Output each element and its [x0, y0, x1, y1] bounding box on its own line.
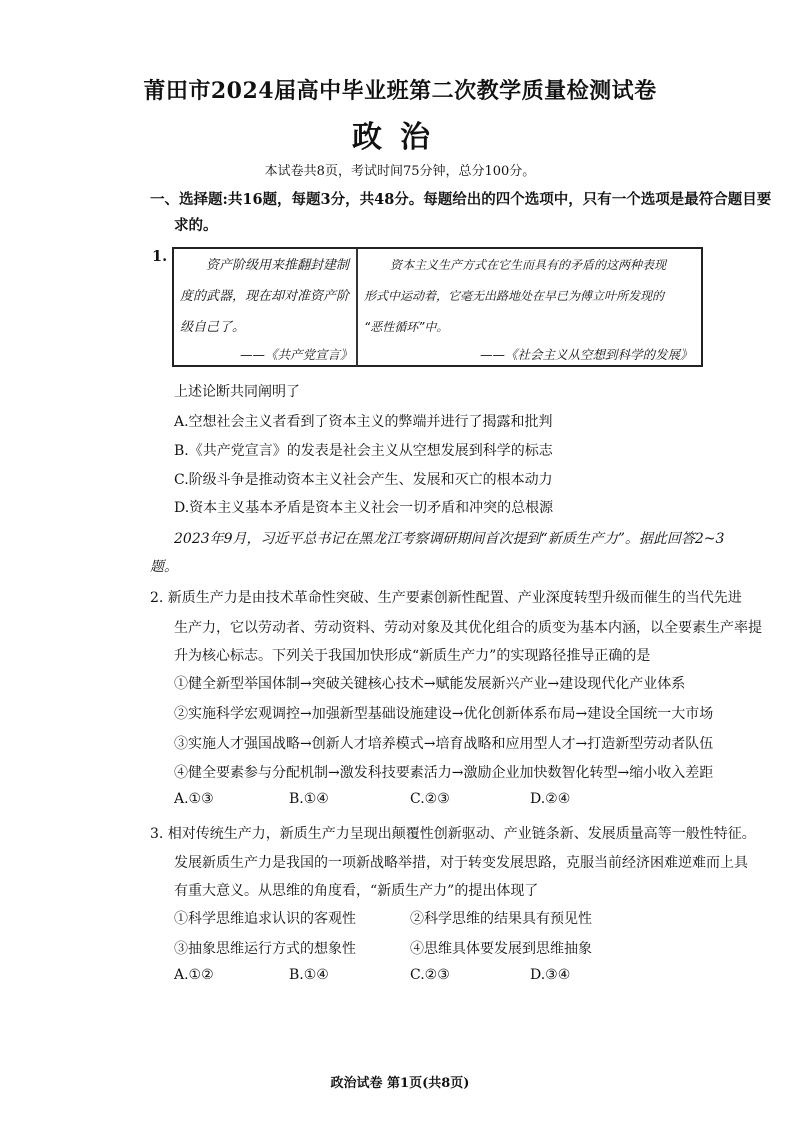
question-3-line: 有重大意义。从思维的角度看，“新质生产力”的提出体现了 — [174, 883, 539, 899]
question-2-line: 2. 新质生产力是由技术革命性突破、生产要素创新性配置、产业深度转型升级而催生的当代先进 — [150, 590, 742, 606]
question-2-item: ③实施人才强国战略→创新人才培养模式→培育战略和应用型人才→打造新型劳动者队伍 — [174, 736, 714, 752]
question-2-item: ④健全要素参与分配机制→激发科技要素活力→激励企业加快数智化转型→缩小收入差距 — [174, 765, 714, 781]
question-1-number: 1. — [152, 248, 168, 265]
quote-left-line: 度的武器，现在却对准资产阶 — [180, 289, 350, 304]
question-2-choice-a: A.①③ — [174, 791, 214, 807]
question-3-choice-b: B.①④ — [289, 967, 329, 983]
quote-divider — [356, 249, 358, 366]
question-3-line: 3. 相对传统生产力，新质生产力呈现出颠覆性创新驱动、产业链条新、发展质量高等一般性特征。 — [150, 826, 756, 842]
question-1-stem: 上述论断共同阐明了 — [174, 384, 300, 400]
question-1-option-b: B.《共产党宣言》的发表是社会主义从空想发展到科学的标志 — [174, 443, 553, 459]
exam-title: 莆田市2024届高中毕业班第二次教学质量检测试卷 — [143, 78, 657, 104]
material-line2: 题。 — [150, 559, 178, 575]
question-2-line: 升为核心标志。下列关于我国加快形成“新质生产力”的实现路径推导正确的是 — [174, 648, 651, 664]
question-2-line: 生产力，它以劳动者、劳动资料、劳动对象及其优化组合的质变为基本内涵，以全要素生产率提 — [174, 620, 762, 636]
question-2-item: ①健全新型举国体制→突破关键核心技术→赋能发展新兴产业→建设现代化产业体系 — [174, 676, 686, 692]
quote-right-line: 资本主义生产方式在它生而具有的矛盾的这两种表现 — [390, 258, 667, 272]
question-3-line: 发展新质生产力是我国的一项新战略举措，对于转变发展思路，克服当前经济困难逆难而上具 — [174, 855, 748, 871]
question-3-item-2: ②科学思维的结果具有预见性 — [410, 911, 592, 927]
section-instruction-line2: 求的。 — [174, 217, 218, 234]
quote-right — [364, 250, 700, 343]
question-2-choice-b: B.①④ — [289, 791, 329, 807]
material-line1: 2023年9月，习近平总书记在黑龙江考察调研期间首次提到“新质生产力”。据此回答2~3 — [174, 531, 725, 547]
question-2-choice-c: C.②③ — [410, 791, 450, 807]
question-3-choice-c: C.②③ — [410, 967, 450, 983]
question-1-option-d: D.资本主义基本矛盾是资本主义社会一切矛盾和冲突的总根源 — [174, 500, 554, 516]
section-instruction-line1: 一、选择题:共16题，每题3分，共48分。每题给出的四个选项中，只有一个选项是最符合题目要 — [150, 191, 772, 208]
quote-right-source: ——《社会主义从空想到科学的发展》 — [480, 347, 693, 362]
quote-left — [180, 250, 350, 343]
question-2-item: ②实施科学宏观调控→加强新型基础设施建设→优化创新体系布局→建设全国统一大市场 — [174, 706, 714, 722]
question-3-choice-a: A.①② — [174, 967, 214, 983]
question-1-option-a: A.空想社会主义者看到了资本主义的弊端并进行了揭露和批判 — [174, 414, 553, 430]
question-3-item-4: ④思维具体要发展到思维抽象 — [410, 941, 592, 957]
question-1-option-c: C.阶级斗争是推动资本主义社会产生、发展和灭亡的根本动力 — [174, 472, 553, 488]
quote-left-line: 资产阶级用来推翻封建制 — [206, 258, 350, 273]
question-3-item-1: ①科学思维追求认识的客观性 — [174, 911, 356, 927]
question-3-item-3: ③抽象思维运行方式的想象性 — [174, 941, 356, 957]
quote-left-line: 级自己了。 — [180, 320, 246, 335]
exam-info: 本试卷共8页，考试时间75分钟，总分100分。 — [264, 164, 536, 179]
subject-title: 政治 — [352, 120, 448, 155]
page-footer: 政治试卷 第1页(共8页) — [330, 1076, 470, 1091]
quote-left-source: ——《共产党宣言》 — [240, 347, 353, 362]
quote-right-line: 形式中运动着，它毫无出路地处在早已为傅立叶所发现的 — [364, 289, 665, 303]
question-3-choice-d: D.③④ — [530, 967, 571, 983]
question-2-choice-d: D.②④ — [530, 791, 571, 807]
quote-right-line: “恶性循环”中。 — [364, 320, 449, 334]
